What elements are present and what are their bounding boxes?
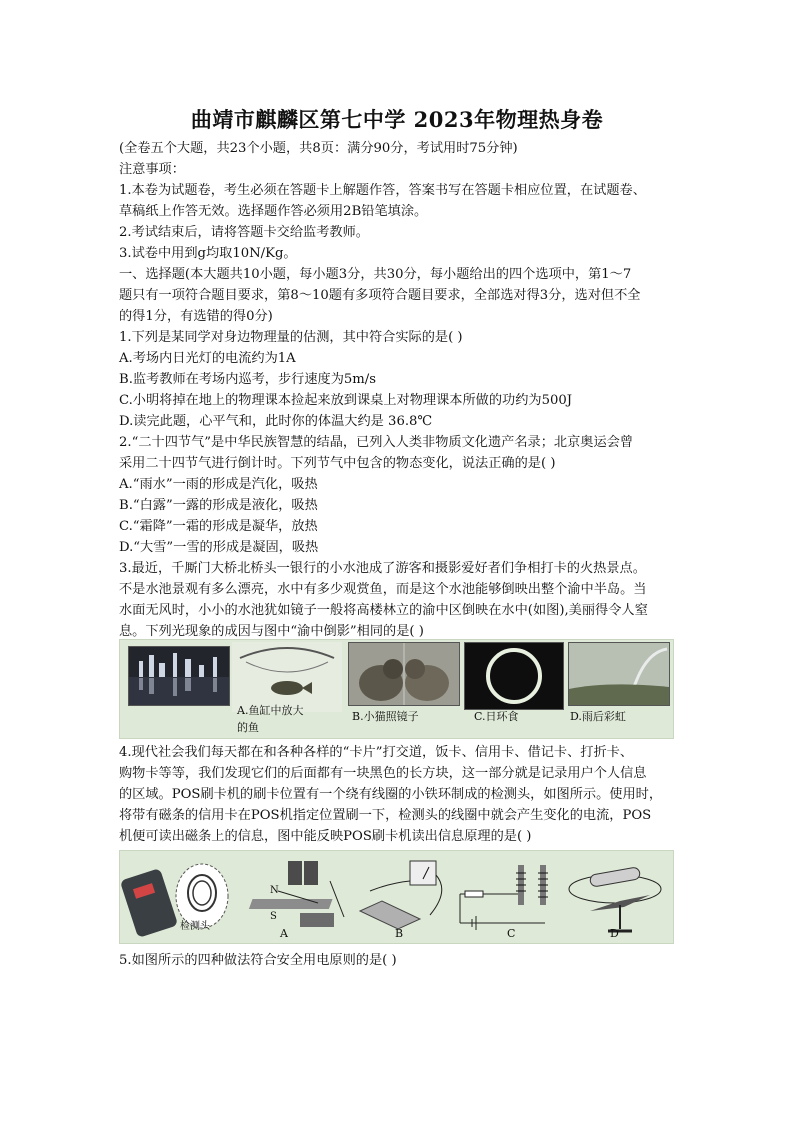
yuzhong-reflection-photo [128, 646, 230, 706]
q4-stem-2: 购物卡等等，我们发现它们的后面都有一块黑色的长方块，这一部分就是记录用户个人信息 [119, 766, 647, 781]
circuit-a [249, 861, 344, 927]
q3-figure [119, 639, 674, 739]
q1-stem: 1.下列是某同学对身边物理量的估测，其中符合实际的是( ) [119, 330, 463, 345]
q4-figure [119, 850, 674, 944]
notice-1: 1.本卷为试题卷，考生必须在答题卡上解题作答，答案书写在答题卡相应位置，在试题卷、 [119, 183, 646, 198]
rainbow-photo [568, 642, 670, 706]
notice-3: 3.试卷中用到g均取10N/Kg。 [119, 246, 297, 261]
intro-text: (全卷五个大题，共23个小题，共8页：满分90分，考试用时75分钟) [119, 141, 518, 156]
q5-stem: 5.如图所示的四种做法符合安全用电原则的是( ) [119, 953, 397, 968]
q4-label-b: B [395, 927, 404, 940]
q3-caption-c: C.日环食 [474, 710, 519, 723]
q3-caption-a: A.鱼缸中放大 [237, 704, 304, 717]
section1-line1: 一、选择题(本大题共10小题，每小题3分，共30分，每小题给出的四个选项中，第1～7 [119, 267, 632, 282]
q3-caption-b: B.小猫照镜子 [352, 710, 419, 723]
q4-label-a: A [280, 927, 288, 940]
q1-option-c: C.小明将掉在地上的物理课本捡起来放到课桌上对物理课本所做的功约为500J [119, 393, 573, 408]
q2-option-c: C.“霜降”一霜的形成是凝华，放热 [119, 519, 318, 534]
q4-stem-4: 将带有磁条的信用卡在POS机指定位置刷一下，检测头的线圈中就会产生变化的电流，POS [119, 808, 652, 823]
q2-option-a: A.“雨水”一雨的形成是汽化，吸热 [119, 477, 318, 492]
q3-caption-d: D.雨后彩虹 [570, 710, 626, 723]
cat-mirror-photo [348, 642, 460, 706]
notice-2: 2.考试结束后，请将答题卡交给监考教师。 [119, 225, 369, 240]
q1-option-d: D.读完此题，心平气和，此时你的体温大约是 36.8℃ [119, 414, 433, 429]
q4-label-c: C [507, 927, 516, 940]
q4-stem-1: 4.现代社会我们每天都在和各种各样的“卡片”打交道，饭卡、信用卡、借记卡、打折卡、 [119, 745, 633, 760]
annular-eclipse-photo [464, 642, 564, 710]
q4-stem-5: 机便可读出磁条上的信息，图中能反映POS刷卡机读出信息原理的是( ) [119, 829, 532, 844]
q3-stem-4: 息。下列光现象的成因与图中“渝中倒影”相同的是( ) [119, 624, 424, 639]
probe-label: 检测头 [180, 921, 210, 932]
notice-1b: 草稿纸上作答无效。选择题作答必须用2B铅笔填涂。 [119, 204, 428, 219]
q1-option-b: B.监考教师在考场内巡考，步行速度为5m/s [119, 372, 376, 387]
page-title: 曲靖市麒麟区第七中学 2023年物理热身卷 [190, 107, 604, 132]
q1-option-a: A.考场内日光灯的电流约为1A [119, 351, 296, 366]
q4-label-d: D [610, 927, 619, 940]
q4-stem-3: 的区域。POS刷卡机的刷卡位置有一个绕有线圈的小铁环制成的检测头，如图所示。使用时， [119, 787, 663, 802]
q3-stem-1: 3.最近，千厮门大桥北桥头一银行的小水池成了游客和摄影爱好者们争相打卡的火热景点。 [119, 561, 646, 576]
q4-label-n: N [270, 885, 279, 896]
pos-terminal [120, 864, 228, 938]
section1-line2: 题只有一项符合题目要求，第8～10题有多项符合题目要求，全部选对得3分，选对但不全 [119, 288, 641, 303]
circuit-c [460, 865, 548, 930]
q2-option-b: B.“白露”一露的形成是液化，吸热 [119, 498, 318, 513]
notice-header: 注意事项： [119, 162, 185, 177]
q3-stem-3: 水面无风时，小小的水池犹如镜子一般将高楼林立的渝中区倒映在水中(如图),美丽得令人窒 [119, 603, 648, 618]
q2-stem-1: 2.“二十四节气”是中华民族智慧的结晶，已列入人类非物质文化遗产名录；北京奥运会曾 [119, 435, 633, 450]
q2-stem-2: 采用二十四节气进行倒计时。下列节气中包含的物态变化，说法正确的是( ) [119, 456, 556, 471]
q3-stem-2: 不是水池景观有多么漂亮，水中有多少观赏鱼，而是这个水池能够倒映出整个渝中半岛。当 [119, 582, 647, 597]
q4-label-s: S [270, 911, 277, 922]
q2-option-d: D.“大雪”一雪的形成是凝固，吸热 [119, 540, 319, 555]
section1-line3: 的得1分，有选错的得0分) [119, 309, 273, 324]
compass-d [569, 867, 661, 931]
circuit-b [360, 861, 442, 929]
q3-caption-a2: 的鱼 [237, 721, 259, 734]
